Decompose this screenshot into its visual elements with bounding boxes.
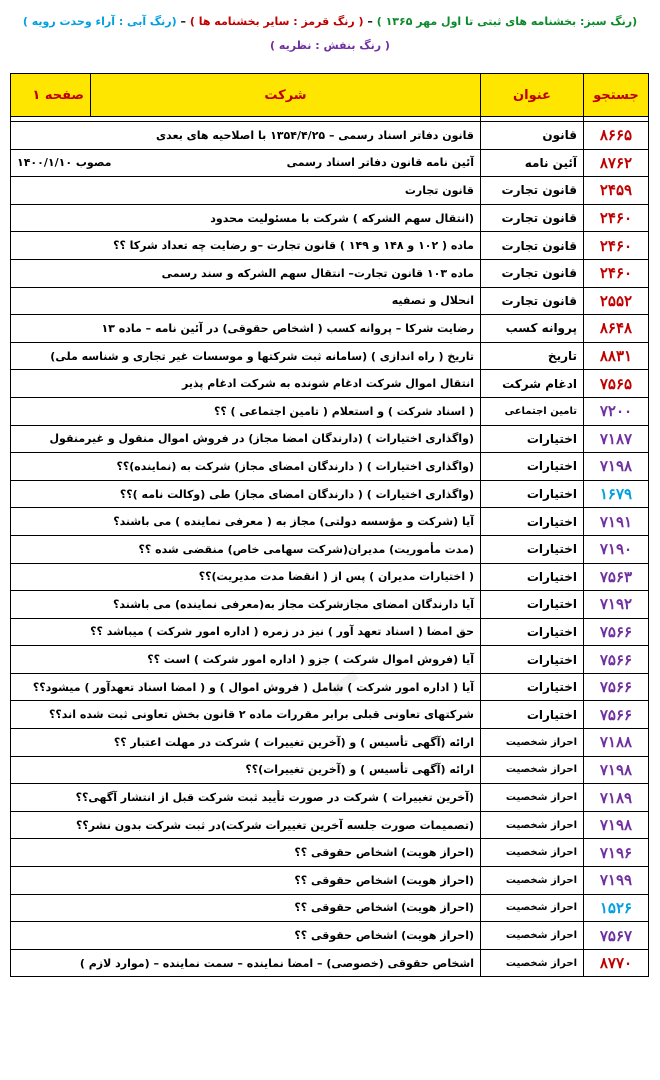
row-title: احراز شخصیت <box>481 784 584 812</box>
header-title: عنوان <box>481 74 584 117</box>
row-title: اختیارات <box>481 701 584 729</box>
row-description <box>11 232 481 260</box>
row-text: (تصمیمات صورت جلسه آخرین تغییرات شرکت)در ثبت شرکت بدون نشر؟؟ <box>76 818 474 832</box>
row-text: حق امضا ( اسناد تعهد آور ) نیز در زمره ( اداره امور شرکت ) میباشد ؟؟ <box>90 625 474 639</box>
row-description <box>11 563 481 591</box>
legend-violet: ( رنگ بنفش : نظریه ) <box>270 39 390 52</box>
row-note: مصوب ۱۴۰۰/۱/۱۰ <box>17 156 112 170</box>
row-title: اختیارات <box>481 453 584 481</box>
table-body <box>11 122 649 977</box>
row-code[interactable]: ۲۴۵۹ <box>584 177 649 205</box>
row-text: انتقال اموال شرکت ادغام شونده به شرکت ادغام پذیر <box>181 377 474 391</box>
row-code[interactable]: ۸۷۷۰ <box>584 949 649 977</box>
table-row <box>11 756 649 784</box>
row-text: تاریخ ( راه اندازی ) (سامانه ثبت شرکتها و موسسات غیر تجاری و شناسه ملی) <box>50 349 474 363</box>
row-description <box>11 811 481 839</box>
row-text: (واگذاری اختیارات ) ( دارندگان امضای مجاز) شرکت به (نماینده)؟؟ <box>116 459 474 473</box>
table-row <box>11 949 649 977</box>
row-title: ادغام شرکت <box>481 370 584 398</box>
row-description <box>11 370 481 398</box>
row-description <box>11 839 481 867</box>
row-code[interactable]: ۷۱۹۶ <box>584 839 649 867</box>
row-code[interactable]: ۲۴۶۰ <box>584 259 649 287</box>
table-row <box>11 701 649 729</box>
row-text: (انتقال سهم الشرکه ) شرکت با مسئولیت محدود <box>210 211 474 225</box>
table-row <box>11 287 649 315</box>
table-row <box>11 453 649 481</box>
row-description <box>11 315 481 343</box>
row-title: احراز شخصیت <box>481 867 584 895</box>
row-title: قانون تجارت <box>481 232 584 260</box>
table-row <box>11 342 649 370</box>
row-title: اختیارات <box>481 535 584 563</box>
row-text: انحلال و تصفیه <box>391 294 474 308</box>
row-code[interactable]: ۸۶۴۸ <box>584 315 649 343</box>
row-code[interactable]: ۷۱۸۷ <box>584 425 649 453</box>
table-row <box>11 177 649 205</box>
row-title: اختیارات <box>481 425 584 453</box>
row-text: ( اختیارات مدیران ) پس از ( انقضا مدت مدیریت)؟؟ <box>198 570 474 584</box>
table-row <box>11 839 649 867</box>
row-description <box>11 618 481 646</box>
row-code[interactable]: ۷۵۶۶ <box>584 618 649 646</box>
row-code[interactable]: ۷۵۶۶ <box>584 646 649 674</box>
legend-green: (رنگ سبز: بخشنامه های ثبتی تا اول مهر ۱۳۶۵ ) <box>376 15 638 28</box>
row-text: قانون دفاتر اسناد رسمی – ۱۳۵۴/۴/۲۵ با اصلاحیه های بعدی <box>156 128 474 142</box>
legend-separator: – <box>363 15 377 28</box>
row-code[interactable]: ۷۱۸۸ <box>584 729 649 757</box>
row-title: احراز شخصیت <box>481 756 584 784</box>
table-row <box>11 563 649 591</box>
row-description <box>11 204 481 232</box>
table-row <box>11 535 649 563</box>
row-description <box>11 508 481 536</box>
table-row <box>11 784 649 812</box>
color-legend <box>10 10 650 58</box>
table-row <box>11 232 649 260</box>
row-code[interactable]: ۲۵۵۲ <box>584 287 649 315</box>
row-code[interactable]: ۷۱۹۸ <box>584 811 649 839</box>
legend-red: ( رنگ قرمز : سایر بخشنامه ها ) <box>189 15 364 28</box>
row-title: قانون <box>481 122 584 150</box>
row-text: آیا (شرکت و مؤسسه دولتی) مجاز به ( معرفی نماینده ) می باشند؟ <box>113 515 474 529</box>
row-description <box>11 673 481 701</box>
row-text: شرکتهای تعاونی قبلی برابر مقررات ماده ۲ قانون بخش تعاونی ثبت شده اند؟؟ <box>49 708 474 722</box>
table-row <box>11 894 649 922</box>
row-title: اختیارات <box>481 508 584 536</box>
row-code[interactable]: ۷۱۹۱ <box>584 508 649 536</box>
table-row <box>11 591 649 619</box>
row-title: اختیارات <box>481 646 584 674</box>
row-text: (واگذاری اختیارات ) (دارندگان امضا مجاز) در فروش اموال منقول و غیرمنقول <box>49 432 474 446</box>
row-description <box>11 701 481 729</box>
row-code[interactable]: ۷۱۹۸ <box>584 453 649 481</box>
row-description <box>11 397 481 425</box>
row-title: قانون تجارت <box>481 204 584 232</box>
row-description <box>11 894 481 922</box>
row-description <box>11 177 481 205</box>
row-text: (واگذاری اختیارات ) ( دارندگان امضای مجاز) طی (وکالت نامه )؟؟ <box>119 487 474 501</box>
row-title: تامین اجتماعی <box>481 397 584 425</box>
row-code[interactable]: ۷۱۹۹ <box>584 867 649 895</box>
table-row <box>11 397 649 425</box>
row-text: ماده ( ۱۰۲ و ۱۴۸ و ۱۴۹ ) قانون تجارت –و رضایت چه تعداد شرکا ؟؟ <box>113 239 474 253</box>
table-row <box>11 673 649 701</box>
row-description <box>11 646 481 674</box>
row-code[interactable]: ۷۱۹۲ <box>584 591 649 619</box>
table-row <box>11 315 649 343</box>
table-row <box>11 618 649 646</box>
row-description <box>11 867 481 895</box>
row-title: احراز شخصیت <box>481 839 584 867</box>
row-title: آئین نامه <box>481 149 584 177</box>
row-code[interactable]: ۲۴۶۰ <box>584 204 649 232</box>
row-text: رضایت شرکا – پروانه کسب ( اشخاص حقوقی) در آئین نامه – ماده ۱۳ <box>101 321 474 335</box>
row-title: اختیارات <box>481 591 584 619</box>
row-code[interactable]: ۷۱۹۰ <box>584 535 649 563</box>
row-description <box>11 949 481 977</box>
row-description <box>11 122 481 150</box>
row-text: اشخاص حقوقی (خصوصی) – امضا نماینده – سمت نماینده – (موارد لازم ) <box>79 956 474 970</box>
row-text: آیا دارندگان امضای مجازشرکت مجاز به(معرفی نماینده) می باشند؟ <box>113 597 474 611</box>
row-text: ( اسناد شرکت ) و استعلام ( تامین اجتماعی ) ؟؟ <box>213 404 474 418</box>
row-text: آئین نامه قانون دفاتر اسناد رسمی <box>286 156 474 170</box>
row-title: قانون تجارت <box>481 259 584 287</box>
table-row <box>11 480 649 508</box>
row-text: (مدت مأموریت) مدیران(شرکت سهامی خاص) منقضی شده ؟؟ <box>138 542 474 556</box>
row-description <box>11 756 481 784</box>
row-description <box>11 259 481 287</box>
row-code[interactable]: ۷۵۶۷ <box>584 922 649 950</box>
row-code[interactable]: ۷۵۶۵ <box>584 370 649 398</box>
table-row <box>11 811 649 839</box>
row-description <box>11 342 481 370</box>
row-title: اختیارات <box>481 673 584 701</box>
header-company: شرکت <box>91 74 481 117</box>
row-title: اختیارات <box>481 480 584 508</box>
table-row <box>11 149 649 177</box>
table-row <box>11 259 649 287</box>
watermark: ـ <box>289 622 371 711</box>
row-title: قانون تجارت <box>481 177 584 205</box>
row-text: ارائه (آگهی تأسیس ) و (آخرین تغییرات)؟؟ <box>245 763 474 777</box>
row-text: (احراز هویت) اشخاص حقوقی ؟؟ <box>294 901 474 915</box>
row-text: آیا ( اداره امور شرکت ) شامل ( فروش اموال ) و ( امضا اسناد تعهدآور ) میشود؟؟ <box>32 680 474 694</box>
row-text: آیا (فروش اموال شرکت ) جزو ( اداره امور شرکت ) است ؟؟ <box>147 653 474 667</box>
row-title: قانون تجارت <box>481 287 584 315</box>
row-text: ارائه (آگهی تأسیس ) و (آخرین تغییرات ) شرکت در مهلت اعتبار ؟؟ <box>113 735 474 749</box>
row-title: احراز شخصیت <box>481 811 584 839</box>
row-title: احراز شخصیت <box>481 922 584 950</box>
row-title: پروانه کسب <box>481 315 584 343</box>
legend-separator: – <box>176 15 190 28</box>
row-text: ماده ۱۰۳ قانون تجارت– انتقال سهم الشرکه و سند رسمی <box>161 266 474 280</box>
table-header-row <box>11 74 649 117</box>
legend-blue: (رنگ آبی : آراء وحدت رویه ) <box>22 15 177 28</box>
table-row <box>11 922 649 950</box>
row-code[interactable]: ۸۷۶۲ <box>584 149 649 177</box>
row-code[interactable]: ۷۵۶۶ <box>584 701 649 729</box>
row-description <box>11 535 481 563</box>
table-row <box>11 729 649 757</box>
row-text: (احراز هویت) اشخاص حقوقی ؟؟ <box>294 846 474 860</box>
row-code[interactable]: ۷۲۰۰ <box>584 397 649 425</box>
row-code[interactable]: ۱۵۲۶ <box>584 894 649 922</box>
row-description <box>11 453 481 481</box>
table-row <box>11 425 649 453</box>
header-page: صفحه ۱ <box>11 74 91 117</box>
row-title: احراز شخصیت <box>481 894 584 922</box>
row-title: احراز شخصیت <box>481 729 584 757</box>
table-row <box>11 204 649 232</box>
row-code[interactable]: ۷۵۶۶ <box>584 673 649 701</box>
row-title: اختیارات <box>481 563 584 591</box>
row-code[interactable]: ۷۵۶۳ <box>584 563 649 591</box>
row-code[interactable]: ۱۶۷۹ <box>584 480 649 508</box>
row-description <box>11 480 481 508</box>
row-description <box>11 922 481 950</box>
row-description <box>11 729 481 757</box>
row-text: (احراز هویت) اشخاص حقوقی ؟؟ <box>294 929 474 943</box>
table-row <box>11 370 649 398</box>
row-text: (آخرین تغییرات ) شرکت در صورت تأیید ثبت شرکت قبل از انتشار آگهی؟؟ <box>75 791 474 805</box>
row-text: (احراز هویت) اشخاص حقوقی ؟؟ <box>294 873 474 887</box>
row-description <box>11 784 481 812</box>
index-table <box>10 73 649 977</box>
row-description <box>11 149 481 177</box>
row-code[interactable]: ۷۱۸۹ <box>584 784 649 812</box>
row-code[interactable]: ۷۱۹۸ <box>584 756 649 784</box>
row-description <box>11 287 481 315</box>
table-row <box>11 508 649 536</box>
row-title: احراز شخصیت <box>481 949 584 977</box>
row-title: تاریخ <box>481 342 584 370</box>
row-text: قانون تجارت <box>404 183 474 197</box>
row-description <box>11 591 481 619</box>
header-search: جستجو <box>584 74 649 117</box>
row-title: اختیارات <box>481 618 584 646</box>
table-row <box>11 646 649 674</box>
table-row <box>11 122 649 150</box>
row-code[interactable]: ۲۴۶۰ <box>584 232 649 260</box>
table-row <box>11 867 649 895</box>
row-code[interactable]: ۸۶۶۵ <box>584 122 649 150</box>
row-description <box>11 425 481 453</box>
row-code[interactable]: ۸۸۳۱ <box>584 342 649 370</box>
